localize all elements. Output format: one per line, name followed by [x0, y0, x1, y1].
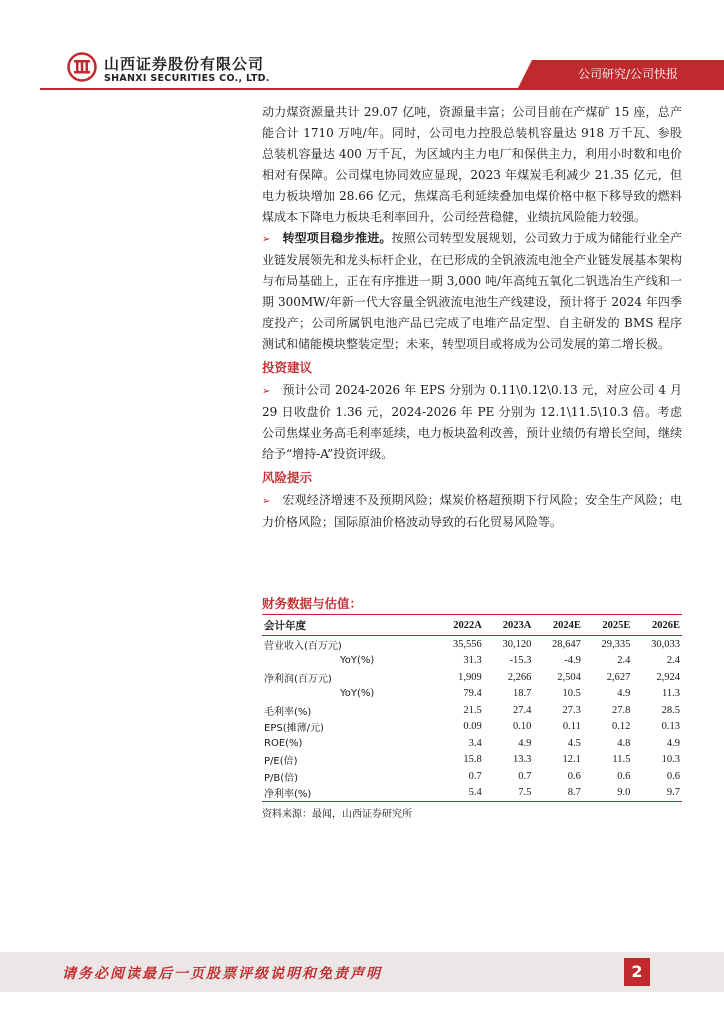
- table-source: 资料来源：最闻，山西证券研究所: [262, 809, 412, 820]
- value-cell: 0.13: [661, 721, 680, 733]
- value-cell: 4.9: [617, 688, 631, 700]
- business-paragraph: 动力煤资源量共计 29.07 亿吨，资源量丰富；公司目前在产煤矿 15 座，总产能合计 1710 万吨/年。同时，公司电力控股总装机容量达 918 万千瓦、参股总装机容量达 400 万千瓦，为区域内主力电厂和保供主力，利用小时数和电价相对有保障。公司煤电协同效应显现，2023 年煤炭毛利减少 21.35 亿元，但电力板块增加 28.66 亿元，焦煤高毛利延续叠加电煤价格中枢下移导致的燃料煤成本下降电力板块毛利率回升，公司经营稳健，业绩抗风险能力较强。: [262, 105, 682, 224]
- header-year-cell: 2025E: [602, 619, 631, 631]
- value-cell: 0.6: [617, 770, 631, 782]
- table-row: [262, 636, 682, 653]
- company-name-en: SHANXI SECURITIES CO., LTD.: [104, 73, 270, 84]
- table-row: [262, 719, 682, 736]
- value-cell: 0.11: [562, 721, 581, 733]
- table-body: [262, 636, 682, 802]
- value-cell: 10.3: [661, 754, 680, 766]
- value-cell: 27.4: [512, 704, 532, 716]
- value-cell: 4.9: [518, 737, 532, 749]
- row-label-cell: P/E(倍): [264, 756, 298, 768]
- value-cell: 27.8: [612, 704, 631, 716]
- bullet-arrow-icon: ➢: [262, 496, 271, 507]
- row-label-cell: ROE(%): [264, 737, 303, 749]
- value-cell: 2,627: [606, 671, 631, 683]
- value-cell: 18.7: [512, 688, 532, 700]
- row-label-cell: 营业收入(百万元): [264, 640, 342, 652]
- value-cell: 29,335: [601, 638, 631, 650]
- value-cell: 0.09: [463, 721, 482, 733]
- investment-paragraph: [262, 380, 682, 465]
- table-header-row: [262, 615, 682, 636]
- value-cell: -15.3: [509, 655, 532, 667]
- investment-section-title: 投资建议: [262, 360, 313, 375]
- value-cell: 2,266: [507, 671, 532, 683]
- value-cell: 4.9: [666, 737, 680, 749]
- value-cell: 15.8: [463, 754, 482, 766]
- page-footer: [0, 952, 724, 992]
- value-cell: 2,924: [656, 671, 680, 683]
- company-logo-icon: [67, 52, 97, 82]
- transformation-heading: 转型项目稳步推进。: [282, 231, 392, 245]
- value-cell: 27.3: [562, 704, 581, 716]
- table-row: [262, 653, 682, 670]
- page-header: [0, 0, 724, 92]
- report-type-tab: 公司研究/公司快报: [532, 60, 724, 88]
- header-divider: [40, 88, 724, 90]
- value-cell: 0.6: [666, 770, 680, 782]
- row-label-cell: 净利润(百万元): [264, 673, 332, 685]
- company-name-cn: 山西证券股份有限公司: [104, 55, 265, 73]
- table-row: [262, 785, 682, 802]
- bullet-arrow-icon: ➢: [262, 234, 271, 245]
- row-label-cell: EPS(摊薄/元): [264, 723, 324, 735]
- table-title: 财务数据与估值：: [262, 596, 363, 611]
- risk-text: 宏观经济增速不及预期风险；煤炭价格超预期下行风险；安全生产风险；电力价格风险；国际原油价格波动导致的石化贸易风险等。: [262, 493, 682, 529]
- header-label-cell: 会计年度: [264, 619, 306, 632]
- value-cell: 9.7: [666, 787, 680, 799]
- header-year-cell: 2026E: [651, 619, 680, 631]
- value-cell: 3.4: [468, 737, 482, 749]
- row-label-cell: YoY(%): [340, 688, 375, 700]
- bullet-arrow-icon: ➢: [262, 386, 271, 397]
- value-cell: -4.9: [564, 655, 581, 667]
- value-cell: 11.3: [662, 688, 680, 700]
- disclaimer-text: 请务必阅读最后一页股票评级说明和免责声明: [62, 966, 382, 982]
- value-cell: 8.7: [567, 787, 581, 799]
- row-label-cell: YoY(%): [340, 655, 375, 667]
- value-cell: 5.4: [468, 787, 482, 799]
- value-cell: 30,120: [502, 638, 532, 650]
- value-cell: 12.1: [562, 754, 581, 766]
- risk-section-title: 风险提示: [262, 470, 313, 485]
- value-cell: 30,033: [651, 638, 680, 650]
- value-cell: 0.6: [567, 770, 581, 782]
- value-cell: 0.10: [512, 721, 532, 733]
- value-cell: 7.5: [518, 787, 532, 799]
- table-row: [262, 768, 682, 785]
- table-row: [262, 669, 682, 686]
- value-cell: 4.8: [617, 737, 631, 749]
- header-year-cell: 2023A: [502, 619, 532, 631]
- value-cell: 0.7: [468, 770, 482, 782]
- investment-text: 预计公司 2024-2026 年 EPS 分别为 0.11\0.12\0.13 元，对应公司 4 月 29 日收盘价 1.36 元，2024-2026 年 PE 分别为 12.1\11.5\10.3 倍。考虑公司焦煤业务高毛利率延续，电力板块盈利改善，预计业绩仍有增长空间，继续给予“增持-A”投资评级。: [262, 383, 683, 461]
- value-cell: 31.3: [463, 655, 482, 667]
- table-row: [262, 735, 682, 752]
- page-number: 2: [624, 958, 650, 986]
- value-cell: 28.5: [661, 704, 680, 716]
- row-label-cell: 毛利率(%): [264, 706, 312, 718]
- row-label-cell: P/B(倍): [264, 772, 299, 784]
- value-cell: 79.4: [463, 688, 482, 700]
- value-cell: 28,647: [551, 638, 581, 650]
- main-content: [262, 102, 682, 533]
- row-label-cell: 净利率(%): [264, 789, 312, 801]
- table-row: [262, 686, 682, 703]
- value-cell: 21.5: [463, 704, 482, 716]
- value-cell: 2,504: [557, 671, 581, 683]
- financial-table-section: [262, 594, 682, 820]
- table-row: [262, 752, 682, 769]
- value-cell: 1,909: [458, 671, 482, 683]
- financial-table: [262, 614, 682, 802]
- risk-paragraph: [262, 490, 682, 533]
- value-cell: 10.5: [562, 688, 581, 700]
- value-cell: 0.7: [518, 770, 532, 782]
- value-cell: 2.4: [666, 655, 680, 667]
- header-year-cell: 2022A: [453, 619, 482, 631]
- value-cell: 4.5: [567, 737, 581, 749]
- value-cell: 9.0: [617, 787, 631, 799]
- transformation-paragraph: [262, 228, 682, 355]
- value-cell: 35,556: [452, 638, 482, 650]
- header-year-cell: 2024E: [552, 619, 581, 631]
- value-cell: 2.4: [617, 655, 631, 667]
- value-cell: 13.3: [512, 754, 532, 766]
- transformation-text: 按照公司转型发展规划，公司致力于成为储能行业全产业链发展领先和龙头标杆企业，在已形成的全钒液流电池全产业链发展基本架构与布局基础上，正在有序推进一期 3,000 吨/年高纯五氧化二钒选冶生产线和一期 300MW/年新一代大容量全钒液流电池生产线建设，预计将于 2024 年四季度投产；公司所属钒电池产品已完成了电堆产品定型、自主研发的 BMS 程序测试和储能模块整装定型；未来，转型项目或将成为公司发展的第二增长极。: [262, 231, 683, 351]
- table-row: [262, 702, 682, 719]
- value-cell: 11.5: [612, 754, 631, 766]
- value-cell: 0.12: [612, 721, 631, 733]
